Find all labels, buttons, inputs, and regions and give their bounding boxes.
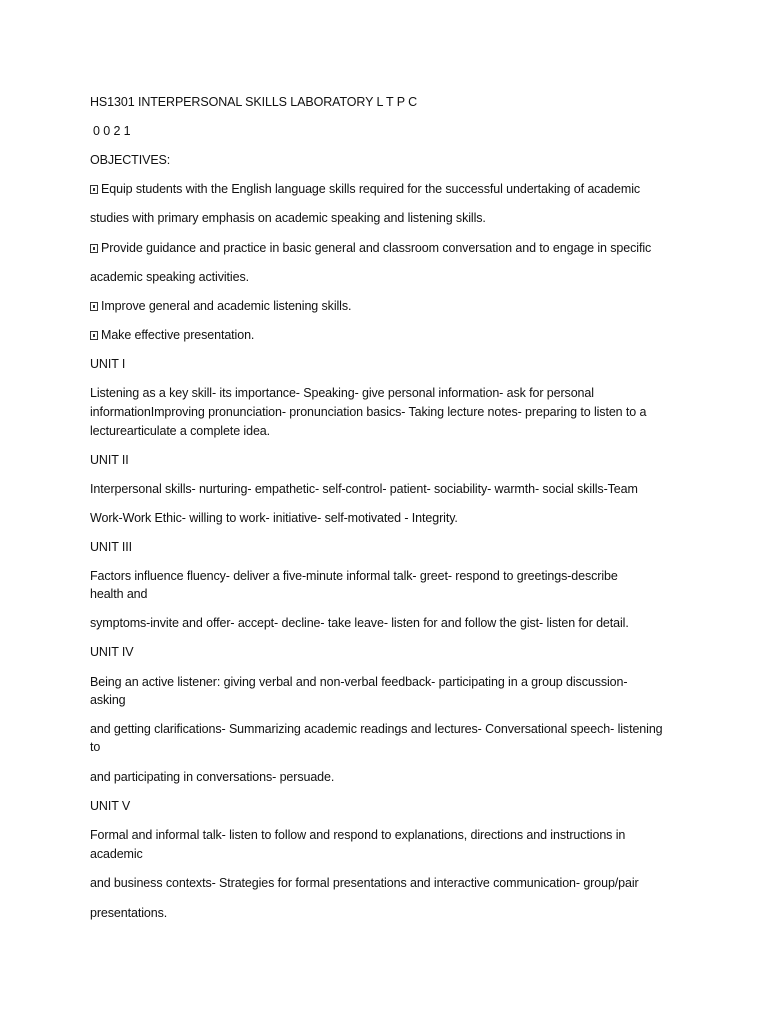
objective-text: Make effective presentation. [101, 328, 255, 342]
unit-text: Work-Work Ethic- willing to work- initiative- self-motivated - Integrity. [90, 511, 458, 525]
objective-continuation: academic speaking activities. [90, 270, 249, 284]
unit-title: UNIT III [90, 540, 133, 554]
course-header: HS1301 INTERPERSONAL SKILLS LABORATORY L T P C [90, 95, 418, 109]
unit-title: UNIT I [90, 357, 126, 371]
unit-text: and getting clarifications- Summarizing academic readings and lectures- Conversational speech- listening [90, 722, 663, 736]
unit-text: Listening as a key skill- its importance- Speaking- give personal information- ask for personal [90, 386, 594, 400]
unit-text: academic [90, 847, 143, 861]
unit-text: and business contexts- Strategies for formal presentations and interactive communication- group/pair [90, 876, 639, 890]
unit-text: symptoms-invite and offer- accept- decline- take leave- listen for and follow the gist- listen for detail. [90, 616, 629, 630]
unit-text: and participating in conversations- persuade. [90, 770, 335, 784]
unit-title: UNIT V [90, 799, 131, 813]
unit-title: UNIT IV [90, 645, 134, 659]
objective-item [90, 297, 690, 315]
objective-item [90, 239, 690, 257]
unit-text: Interpersonal skills- nurturing- empathetic- self-control- patient- sociability- warmth- social skills-Team [90, 482, 638, 496]
unit-text: lecturearticulate a complete idea. [90, 424, 271, 438]
objective-text: Equip students with the English language skills required for the successful undertaking of academic [101, 182, 641, 196]
unit-text: health and [90, 587, 148, 601]
unit-text: Being an active listener: giving verbal and non-verbal feedback- participating in a group discussion- [90, 675, 628, 689]
objective-item [90, 326, 690, 344]
objective-item [90, 180, 690, 198]
objective-text: Provide guidance and practice in basic general and classroom conversation and to engage in specific [101, 241, 652, 255]
objective-text: Improve general and academic listening skills. [101, 299, 352, 313]
objectives-heading: OBJECTIVES: [90, 153, 171, 167]
unit-text: Factors influence fluency- deliver a five-minute informal talk- greet- respond to greetings-describe [90, 569, 618, 583]
bullet-icon [90, 302, 98, 311]
objective-continuation: studies with primary emphasis on academic speaking and listening skills. [90, 211, 486, 225]
unit-text: Formal and informal talk- listen to follow and respond to explanations, directions and instructions in [90, 828, 626, 842]
course-credits: 0 0 2 1 [93, 124, 131, 138]
bullet-icon [90, 244, 98, 253]
bullet-icon [90, 185, 98, 194]
unit-text: to [90, 740, 101, 754]
unit-text: informationImproving pronunciation- pronunciation basics- Taking lecture notes- preparing to listen to a [90, 405, 647, 419]
unit-title: UNIT II [90, 453, 129, 467]
unit-text: asking [90, 693, 126, 707]
unit-text: presentations. [90, 906, 168, 920]
bullet-icon [90, 331, 98, 340]
